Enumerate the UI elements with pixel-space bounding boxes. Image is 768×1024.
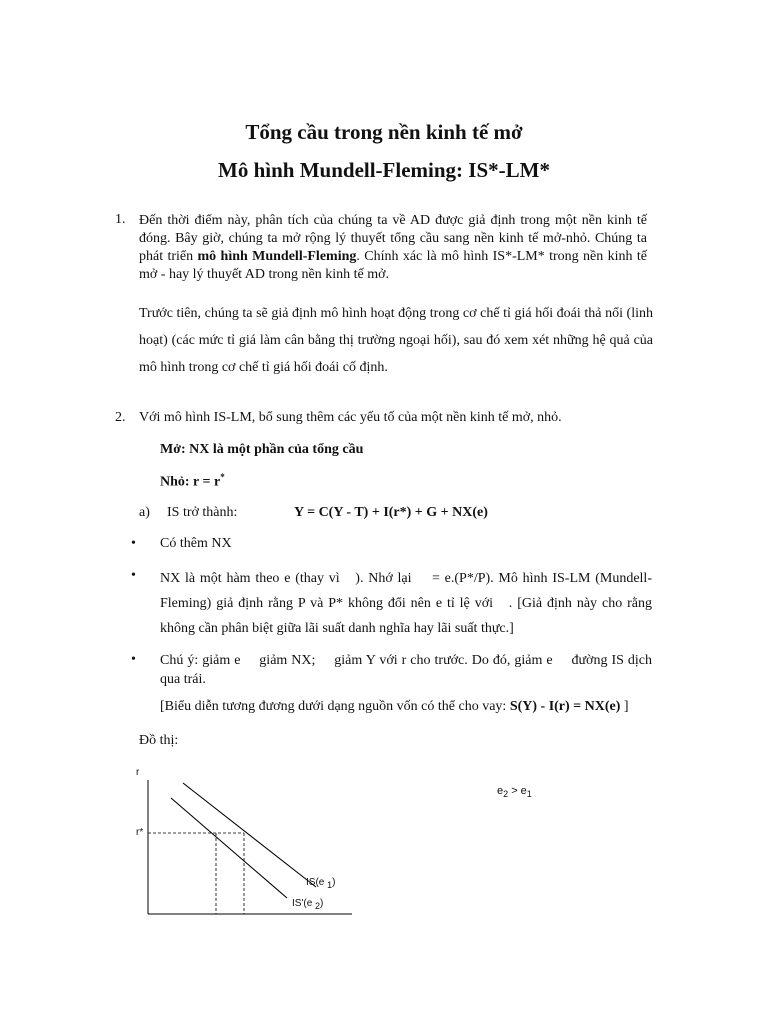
is-curve-e1 <box>183 783 316 887</box>
section-1-text-part: Đến thời điểm này, phân tích của chúng ta về AD được giả định trong một nền kinh tế đóng. Bây giờ, chúng ta mở rộng lý thuyết tổng cầu sang nền kinh tế mở-nhỏ. Chúng ta phát triển <box>139 213 647 264</box>
loanable-funds-text: [Biểu diễn tương đương dưới dạng nguồn vốn có thể cho vay: <box>160 699 510 714</box>
is-curve-e2 <box>171 798 287 898</box>
loanable-funds-equation: S(Y) - I(r) = NX(e) <box>509 699 621 714</box>
bullet-dot: • <box>131 568 136 583</box>
r-star-label: r* <box>136 827 144 838</box>
section-1-number: 1. <box>115 212 126 227</box>
is-e2-close: ) <box>320 898 324 909</box>
open-economy-line: Mở: NX là một phần của tổng cầu <box>160 442 364 457</box>
relation-sub2: 2 <box>503 789 509 800</box>
is-e1-text: IS(e <box>306 877 328 888</box>
bullet-3-text: Chú ý: giảm e giảm NX; giảm Y với r cho trước. Do đó, giảm e đường IS dịch qua trái. <box>160 653 648 668</box>
section-1-bold-term: mô hình Mundell-Fleming <box>197 249 357 264</box>
is-equation: Y = C(Y - T) + I(r*) + G + NX(e) <box>294 505 488 520</box>
exchange-rate-relation <box>497 785 532 799</box>
graph-caption: Đồ thị: <box>139 733 179 748</box>
section-1-text-part: . Chính xác là mô hình IS*-LM* trong nền kinh tế mở - hay lý thuyết AD trong nền kinh tế mở. <box>139 249 647 282</box>
document-title: Tổng cầu trong nền kinh tế mở <box>245 120 523 144</box>
is-e1-label <box>306 877 335 890</box>
bullet-dot: • <box>131 536 136 551</box>
is-e1-close: ) <box>332 877 336 888</box>
section-2-number: 2. <box>115 410 126 425</box>
small-economy-sup: * <box>220 472 225 482</box>
document-subtitle: Mô hình Mundell-Fleming: IS*-LM* <box>218 158 550 182</box>
bullet-1-text: Có thêm NX <box>160 536 232 551</box>
section-1-paragraph-2: Trước tiên, chúng ta sẽ giả định mô hình hoạt động trong cơ chế tỉ giá hối đoái thả nổi (linh hoạt) (các mức tỉ giá làm cân bằng thị trường ngoại hối), sau đó xem xét những hệ quả của mô hình trong cơ chế tỉ giá hối đoái cố định. <box>139 306 653 375</box>
is-e2-label <box>292 898 323 911</box>
small-economy-text: Nhỏ: r = r <box>160 474 221 490</box>
relation-e2: e <box>497 785 504 797</box>
relation-sub1: 1 <box>526 789 532 800</box>
section-2-intro: Với mô hình IS-LM, bổ sung thêm các yếu tố của một nền kinh tế mở, nhỏ. <box>139 410 562 425</box>
is-e1-sub: 1 <box>327 880 333 890</box>
is-e2-sub: 2 <box>315 901 321 911</box>
item-a-label: a) <box>139 505 150 520</box>
item-a-text: IS trở thành: <box>167 505 238 520</box>
loanable-funds-close: ] <box>620 699 629 714</box>
is-e2-text: IS'(e <box>292 898 316 909</box>
y-axis-label: r <box>136 767 140 778</box>
bullet-2-text: NX là một hàm theo e (thay vì ). Nhớ lại = e.(P*/P). Mô hình IS-LM (Mundell-Fleming) giả định rằng P và P* không đổi nên e tỉ lệ với . [Giả định này cho rằng không cần phân biệt giữa lãi suất danh nghĩa hay lãi suất thực.] <box>160 571 652 636</box>
bullet-dot: • <box>131 652 136 667</box>
relation-mid: > e <box>508 785 527 797</box>
